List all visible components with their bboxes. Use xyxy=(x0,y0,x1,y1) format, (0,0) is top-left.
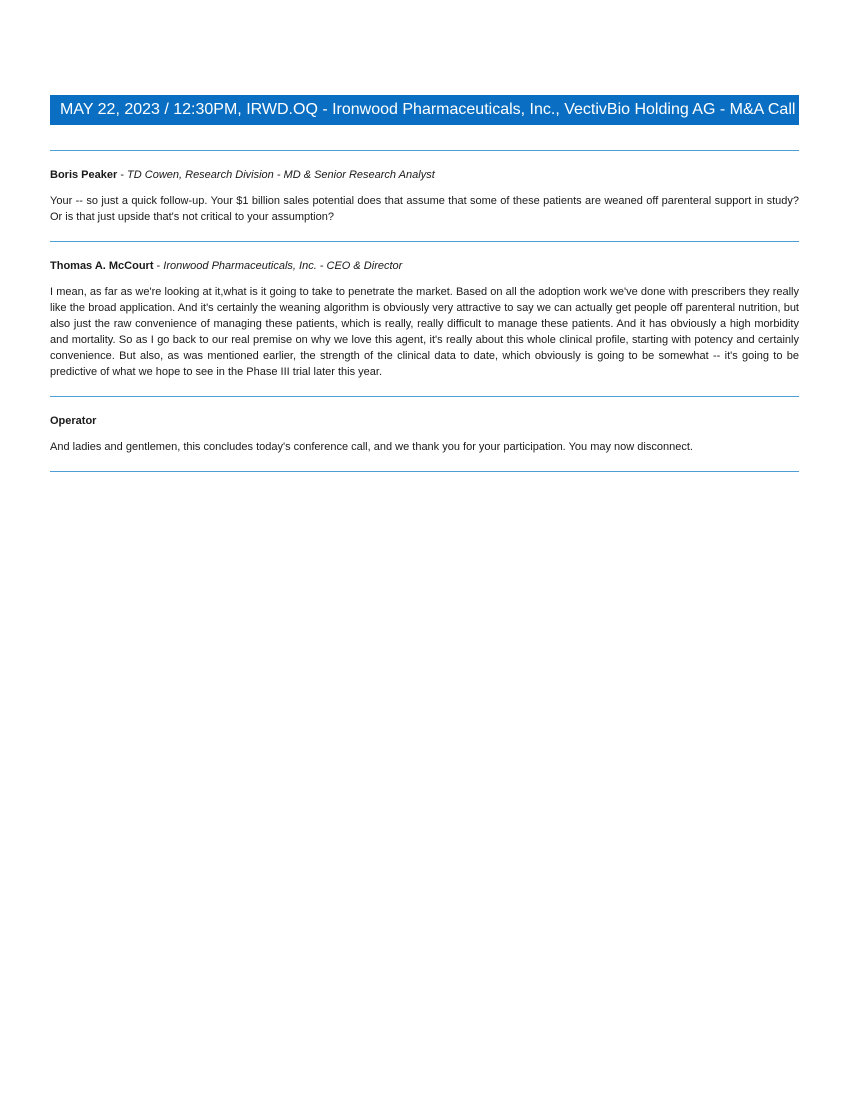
speech-text: And ladies and gentlemen, this concludes today's conference call, and we thank you for your participation. You may now disconnect. xyxy=(50,441,693,453)
speaker-name: Boris Peaker xyxy=(50,169,118,181)
document-header-title: MAY 22, 2023 / 12:30PM, IRWD.OQ - Ironwood Pharmaceuticals, Inc., VectivBio Holding AG - M&A Call xyxy=(50,95,799,125)
transcript-entry xyxy=(50,242,799,396)
speech-text: Your -- so just a quick follow-up. Your $1 billion sales potential does that assume that some of these patients are weaned off parenteral support in study? Or is that just upside that's not critical to your assumption? xyxy=(50,195,799,223)
transcript-body xyxy=(50,150,799,472)
speaker-name: Operator xyxy=(50,415,97,427)
speaker-separator: - xyxy=(117,169,128,181)
speaker-role: TD Cowen, Research Division - MD & Senior Research Analyst xyxy=(127,169,435,181)
speaker-line xyxy=(50,413,799,429)
speaker-role: Ironwood Pharmaceuticals, Inc. - CEO & Director xyxy=(163,260,403,272)
transcript-entry xyxy=(50,397,799,471)
speech-text: I mean, as far as we're looking at it,what is it going to take to penetrate the market. Based on all the adoption work we've done with prescribers they really like the broad application. And it's certainly the weaning algorithm is obviously very attractive to say we can actually get people off parenteral nutrition, but also just the raw convenience of managing these patients, which is really, really difficult to manage these patients. And it has obviously a high morbidity and mortality. So as I go back to our real premise on why we love this agent, it's really about this whole clinical profile, starting with potency and certainly convenience. But also, as was mentioned earlier, the strength of the clinical data to date, which obviously is going to be somewhat -- it's going to be predictive of what we hope to see in the Phase III trial later this year. xyxy=(50,286,799,378)
section-divider xyxy=(50,471,799,472)
speaker-name: Thomas A. McCourt xyxy=(50,260,154,272)
speaker-separator: - xyxy=(153,260,164,272)
speaker-line xyxy=(50,167,799,183)
speaker-line xyxy=(50,258,799,274)
transcript-entry xyxy=(50,151,799,241)
